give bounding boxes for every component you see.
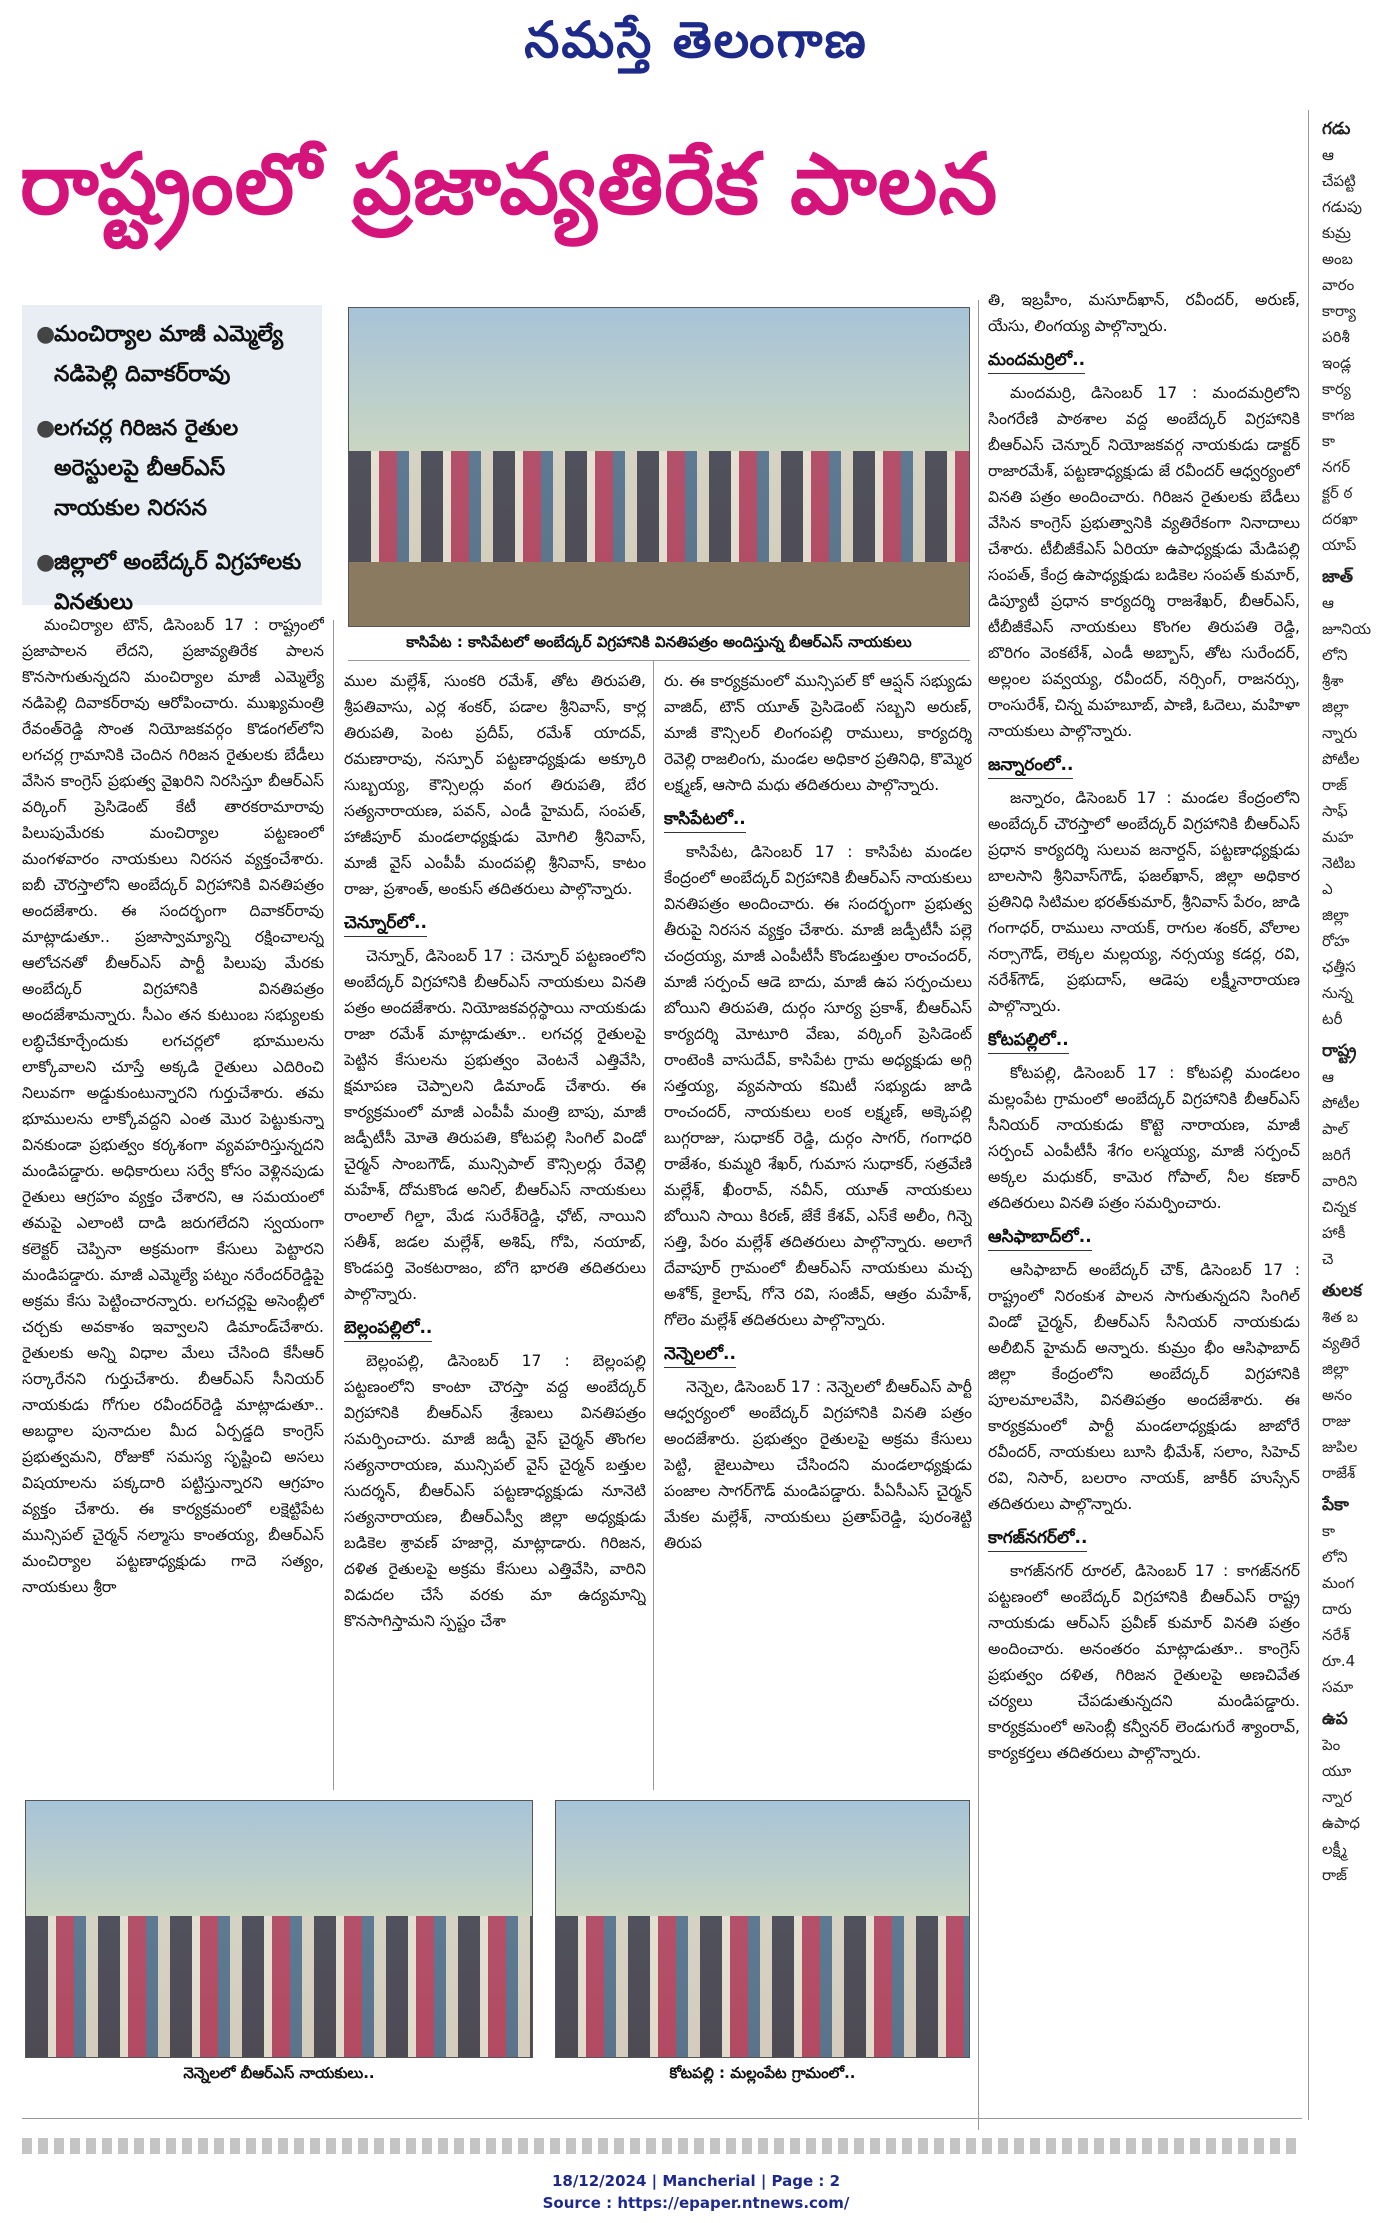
- strip-fragment: ఆ: [1322, 146, 1334, 164]
- bottom-left-caption: నెన్నెలలో బీఆర్‌ఎస్ నాయకులు..: [183, 2064, 375, 2082]
- section-subheading: చెన్నూర్‌లో..: [344, 910, 427, 937]
- strip-fragment: నగర్: [1322, 458, 1351, 476]
- article-paragraph: బెల్లంపల్లి, డిసెంబర్ 17 : బెల్లంపల్లి పట్టణంలోని కాంటా చౌరస్తా వద్ద అంబేద్కర్ విగ్రహానికి బీఆర్‌ఎస్ శ్రేణులు వినతిపత్రం సమర్పించారు. మాజీ జడ్పీ వైస్ చైర్మన్ తొంగల సత్యనారాయణ, మున్సిపల్ వైస్ చైర్మన్ బత్తుల సుదర్శన్, బీఆర్‌ఎస్ పట్టణాధ్యక్షుడు నూనెటి సత్యనారాయణ, బీఆర్‌ఎస్వీ జిల్లా అధ్యక్షుడు బడికెల శ్రావణ్ హజార్లె, మాట్లాడారు. గిరిజన, దళిత రైతులపై అక్రమ కేసులు ఎత్తివేసి, వారిని విడుదల చేసే వరకు మా ఉద్యమాన్ని కొనసాగిస్తామని స్పష్టం చేశా: [344, 1352, 646, 1630]
- article-paragraph: రు. ఈ కార్యక్రమంలో మున్సిపల్ కో ఆప్షన్ సభ్యుడు వాజిద్, టౌన్ యూత్ ప్రెసిడెంట్ సబ్బని అరుణ్, మాజీ కౌన్సిలర్ లింగంపల్లి రాములు, కార్యదర్శి రెవెల్లి రాజలింగు, మండల అధికార ప్రతినిధి, కొమ్మెర లక్ష్మణ్, ఆసాది మధు తదితరులు పాల్గొన్నారు.: [664, 672, 972, 794]
- strip-fragment: రూ.4: [1322, 1652, 1356, 1670]
- strip-fragment: పోటీల: [1322, 1094, 1360, 1112]
- strip-fragment: పెం: [1322, 1736, 1341, 1754]
- article-column-1: [22, 612, 324, 1787]
- strip-fragment: రాజ్: [1322, 776, 1348, 794]
- strip-fragment: జూనియ: [1322, 620, 1372, 638]
- strip-fragment: సమా: [1322, 1678, 1354, 1696]
- strip-fragment: సాఫ్: [1322, 802, 1348, 820]
- section-subheading: బెల్లంపల్లిలో..: [344, 1315, 432, 1342]
- strip-fragment: లోని: [1322, 1548, 1348, 1566]
- strip-fragment: రాజ్: [1322, 1866, 1348, 1884]
- strip-fragment: నెటిబ: [1322, 854, 1356, 872]
- strip-fragment: నరేశ్: [1322, 1626, 1350, 1644]
- strip-fragment: రాజు: [1322, 1412, 1351, 1430]
- highlight-item: [36, 543, 312, 623]
- section-subheading: మందమర్రిలో..: [988, 347, 1085, 374]
- bottom-mid-caption: కోటపల్లి : మల్లంపేట గ్రామంలో..: [669, 2064, 856, 2082]
- strip-fragment: పరిశీ: [1322, 328, 1350, 346]
- strip-fragment: పేకా: [1322, 1495, 1349, 1515]
- strip-fragment: వ్యతిరే: [1322, 1334, 1360, 1352]
- bottom-mid-photo: [555, 1800, 970, 2058]
- strip-fragment: చేపట్టి: [1322, 172, 1356, 190]
- highlight-item: [36, 315, 312, 395]
- article-paragraph: ఆసిఫాబాద్ అంబేద్కర్ చౌక్, డిసెంబర్ 17 : రాష్ట్రంలో నిరంకుశ పాలన సాగుతున్నదని సింగిల్ విండో చైర్మన్, బీఆర్‌ఎస్ సీనియర్ నాయకుడు అలీబిన్ హైమద్ అన్నారు. కుమ్రం భీం ఆసిఫాబాద్ జిల్లా కేంద్రంలోని అంబేద్కర్ విగ్రహానికి పూలమాలవేసి, వినతిపత్రం అందజేశారు. ఈ కార్యక్రమంలో పార్టీ మండలాధ్యక్షుడు జాబోరే రవీందర్, నాయకులు బూసి భీమేశ్, సలాం, సిహెచ్ రవి, నిసార్, బలరాం నాయక్, జాకీర్ హుస్సేన్ తదితరులు పాల్గొన్నారు.: [988, 1261, 1300, 1513]
- strip-fragment: చె: [1322, 1250, 1334, 1268]
- newspaper-masthead: నమస్తే తెలంగాణ: [524, 10, 868, 69]
- strip-fragment: వారిని: [1322, 1172, 1358, 1190]
- strip-fragment: కా: [1322, 432, 1336, 450]
- article-paragraph: నెన్నెల, డిసెంబర్ 17 : నెన్నెలలో బీఆర్‌ఎస్ పార్టీ ఆధ్వర్యంలో అంబేద్కర్ విగ్రహానికి వినతి పత్రం అందజేశారు. ప్రభుత్వం రైతులపై అక్రమ కేసులు పెట్టి, జైలుపాలు చేసిందని మండలాధ్యక్షుడు పంజాల సాగర్‌గౌడ్ మండిపడ్డారు. పీఏసీఎస్ చైర్మన్ మేకల మల్లేశ్, నాయకులు ప్రతాప్‌రెడ్డి, పురంశెట్టి తిరుప: [664, 1378, 972, 1552]
- strip-fragment: ఉప: [1322, 1709, 1348, 1729]
- strip-fragment: జరిగే: [1322, 1146, 1351, 1164]
- strip-fragment: కుమ్ర: [1322, 224, 1351, 242]
- strip-fragment: యూ: [1322, 1762, 1352, 1780]
- strip-fragment: మంగ: [1322, 1574, 1355, 1592]
- strip-fragment: లక్ష్మీ: [1322, 1840, 1347, 1858]
- strip-fragment: అనం: [1322, 1386, 1353, 1404]
- strip-fragment: అంబ: [1322, 250, 1353, 268]
- bottom-left-photo: [25, 1800, 533, 2058]
- strip-fragment: ఆ: [1322, 594, 1334, 612]
- section-subheading: కోటపల్లిలో..: [988, 1027, 1069, 1054]
- bullet-icon: ●: [36, 550, 56, 575]
- article-paragraph: మందమర్రి, డిసెంబర్ 17 : మందమర్రిలోని సింగరేణి పాఠశాల వద్ద అంబేద్కర్ విగ్రహానికి బీఆర్‌ఎస్ చెన్నూర్ నియోజకవర్గ నాయకుడు డాక్టర్ రాజారమేశ్, పట్టణాధ్యక్షుడు జే రవీందర్ ఆధ్వర్యంలో వినతి పత్రం అందించారు. గిరిజన రైతులకు బేడీలు వేసిన కాంగ్రెస్ ప్రభుత్వానికి వ్యతిరేకంగా నినాదాలు చేశారు. టీబీజీకేఎస్ ఏరియా ఉపాధ్యక్షుడు మేడిపల్లి సంపత్, కేంద్ర ఉపాధ్యక్షుడు బడికెల సంపత్ కుమార్, డిప్యూటీ ప్రధాన కార్యదర్శి రాజశేఖర్, బీఆర్‌ఎస్, టీబీజీకేఎస్ నాయకులు కొంగల తిరుపతి రెడ్డి, బొరిగం వెంకటేశ్, ఎండీ అబ్బాస్, తోట సురేందర్, అల్లంల పవ్వయ్య, రవీందర్, నర్సింగ్, రాజనర్సు, రాంసురేశ్, చిన్న మహబూబ్, పాణి, ఓదెలు, మహిళా నాయకులు పాల్గొన్నారు.: [988, 384, 1300, 740]
- strip-fragment: హాకీ: [1322, 1224, 1346, 1242]
- cutoff-text-row: [22, 2138, 1302, 2154]
- article-column-2: [344, 668, 646, 1788]
- strip-fragment: రాజేశ్: [1322, 1464, 1356, 1482]
- highlights-box: [22, 305, 322, 615]
- strip-fragment: వారం: [1322, 276, 1355, 294]
- strip-fragment: రోహ: [1322, 932, 1350, 950]
- strip-fragment: జుపిల: [1322, 1438, 1358, 1456]
- highlight-text: మంచిర్యాల మాజీ ఎమ్మెల్యే నడిపెల్లి దివాకర్‌రావు: [54, 322, 284, 387]
- column-divider: [1308, 110, 1309, 2120]
- strip-fragment: గడుపు: [1322, 198, 1363, 216]
- highlight-text: లగచర్ల గిరిజన రైతుల అరెస్టులపై బీఆర్‌ఎస్ నాయకుల నిరసన: [54, 416, 239, 521]
- strip-fragment: పోటీల: [1322, 750, 1360, 768]
- article-paragraph: జన్నారం, డిసెంబర్ 17 : మండల కేంద్రంలోని అంబేద్కర్ చౌరస్తాలో అంబేద్కర్ విగ్రహానికి బీఆర్‌ఎస్ ప్రధాన కార్యదర్శి సులువ జనార్దన్, పట్టణాధ్యక్షుడు బాలసాని శ్రీనివాస్‌గౌడ్, ఫజల్‌ఖాన్, జిల్లా అధికార ప్రతినిధి సిటిమల భరత్‌కుమార్, శ్రీనివాస్ పేరం, జాడి గంగాధర్, రాములు నాయక్, రాగుల శంకర్, వోలాల నర్సాగౌడ్, లెక్కల మల్లయ్య, నర్సయ్య కడర్ల, రవి, నరేశ్‌గౌడ్, ప్రభుదాస్, ఆడెపు లక్ష్మీనారాయణ పాల్గొన్నారు.: [988, 789, 1300, 1015]
- strip-fragment: న్నార: [1322, 1788, 1352, 1806]
- strip-fragment: ఉపాధ: [1322, 1814, 1361, 1832]
- strip-fragment: శ్రీశా: [1322, 672, 1344, 690]
- article-paragraph: కోటపల్లి, డిసెంబర్ 17 : కోటపల్లి మండలం మల్లంపేట గ్రామంలో అంబేద్కర్ విగ్రహానికి బీఆర్‌ఎస్ సీనియర్ నాయకుడు కొట్టె నారాయణ, మాజీ సర్పంచ్ ఎంపీటీసీ శేగం లస్మయ్య, మాజీ సర్పంచ్ అక్కల మధుకర్, కామెర గోపాల్, నీల కణార్ తదితరులు వినతి పత్రం సమర్పించారు.: [988, 1064, 1300, 1212]
- strip-fragment: మహ: [1322, 828, 1354, 846]
- footer-date-edition: 18/12/2024 | Mancherial | Page : 2: [551, 2172, 841, 2190]
- strip-fragment: జిల్లా: [1322, 698, 1349, 716]
- photo-ground: [349, 562, 969, 626]
- strip-fragment: గడు: [1322, 119, 1351, 139]
- main-headline: రాష్ట్రంలో ప్రజావ్యతిరేక పాలన: [20, 135, 999, 233]
- strip-fragment: కార్య: [1322, 380, 1351, 398]
- strip-fragment: దరఖా: [1322, 510, 1358, 528]
- strip-fragment: టరీ: [1322, 1010, 1343, 1028]
- article-column-3: [664, 668, 972, 1788]
- bullet-icon: ●: [36, 416, 56, 441]
- strip-fragment: ఛత్తీస: [1322, 958, 1356, 976]
- photo-people: [556, 1916, 969, 2057]
- strip-fragment: కా: [1322, 1522, 1336, 1540]
- strip-fragment: జిల్లా: [1322, 906, 1349, 924]
- strip-fragment: చిన్నక: [1322, 1198, 1357, 1216]
- photo-people: [26, 1916, 532, 2057]
- article-paragraph: మంచిర్యాల టౌన్, డిసెంబర్ 17 : రాష్ట్రంలో ప్రజాపాలన లేదని, ప్రజావ్యతిరేక పాలన కొనసాగుతున్నదని మంచిర్యాల మాజీ ఎమ్మెల్యే నడిపెల్లి దివాకర్‌రావు ఆరోపించారు. ముఖ్యమంత్రి రేవంత్‌రెడ్డి సొంత నియోజకవర్గం కొడంగల్‌లోని లగచర్ల గ్రామానికి చెందిన గిరిజన రైతులకు బేడీలు వేసిన కాంగ్రెస్ ప్రభుత్వ వైఖరిని నిరసిస్తూ బీఆర్‌ఎస్ వర్కింగ్ ప్రెసిడెంట్ కేటీ తారకరామారావు పిలుపుమేరకు మంచిర్యాల పట్టణంలో మంగళవారం నాయకులు నిరసన వ్యక్తంచేశారు. ఐబీ చౌరస్తాలోని అంబేద్కర్ విగ్రహానికి వినతిపత్రం అందజేశారు. ఈ సందర్భంగా దివాకర్‌రావు మాట్లాడుతూ.. ప్రజాస్వామ్యాన్ని రక్షించాలన్న ఆలోచనతో బీఆర్‌ఎస్ పార్టీ పిలుపు మేరకు అంబేద్కర్ విగ్రహానికి వినతిపత్రం అందజేశామన్నారు. సీఎం తన కుటుంబ సభ్యులకు లబ్ధిచేకూర్చేందుకు లగచర్లలో భూములను లాక్కోవాలని చూస్తే అక్కడి రైతులు ఎదిరించి నిలువగా అడ్డుకుంటున్నారని గుర్తుచేశారు. తమ భూములను లాక్కోవద్దని ఎంత మొర పెట్టుకున్నా వినకుండా ప్రభుత్వం కర్కశంగా వ్యవహరిస్తున్నదని మండిపడ్డారు. అధికారులు సర్వే కోసం వెళ్లినపుడు రైతులు ఆగ్రహం వ్యక్తం చేశారని, ఆ సమయంలో తమపై ఎలాంటి దాడి జరుగలేదని స్వయంగా కలెక్టర్ చెప్పినా అక్రమంగా కేసులు పెట్టారని మండిపడ్డారు. మాజీ ఎమ్మెల్యే పట్నం నరేందర్‌రెడ్డిపై అక్రమ కేసు పెట్టించారన్నారు. లగచర్లపై అసెంబ్లీలో చర్చకు అవకాశం ఇవ్వాలని డిమాండ్‌చేశారు. రైతులకు అన్ని విధాల మేలు చేసింది కేసీఆర్ సర్కారేనని గుర్తుచేశారు. బీఆర్‌ఎస్ సీనియర్ నాయకుడు గోగుల రవీందర్‌రెడ్డి మాట్లాడుతూ.. అబద్ధాల పునాదుల మీద ఏర్పడ్డది కాంగ్రెస్ ప్రభుత్వమని, రోజుకో సమస్య సృష్టించి అసలు విషయాలను పక్కదారి పట్టిస్తున్నారని ఆగ్రహం వ్యక్తం చేశారు. ఈ కార్యక్రమంలో లక్షెట్టిపేట మున్సిపల్ చైర్మన్ నల్మాసు కాంతయ్య, బీఆర్‌ఎస్ మంచిర్యాల పట్టణాధ్యక్షుడు గాదె సత్యం, నాయకులు శ్రీరా: [22, 616, 324, 1596]
- adjacent-column-strip: [1322, 110, 1392, 2110]
- column-divider: [333, 620, 334, 1790]
- strip-fragment: ఎ: [1322, 880, 1333, 898]
- strip-fragment: ఇండ్ల: [1322, 354, 1352, 372]
- highlight-item: [36, 409, 312, 529]
- article-paragraph: చెన్నూర్, డిసెంబర్ 17 : చెన్నూర్ పట్టణంలోని అంబేద్కర్ విగ్రహానికి బీఆర్‌ఎస్ నాయకులు వినతి పత్రం అందజేశారు. నియోజకవర్గస్థాయి నాయకుడు రాజా రమేశ్ మాట్లాడుతూ.. లగచర్ల రైతులపై పెట్టిన కేసులను ప్రభుత్వం వెంటనే ఎత్తివేసి, క్షమాపణ చెప్పాలని డిమాండ్ చేశారు. ఈ కార్యక్రమంలో మాజీ ఎంపీపీ మంత్రి బాపు, మాజీ జడ్పీటీసీ మోతె తిరుపతి, కోటపల్లి సింగిల్ విండో చైర్మన్ సాంబగౌడ్, మున్సిపాల్ కౌన్సిలర్లు రేవెల్లి మహేశ్, దోమకొండ అనిల్, బీఆర్‌ఎస్ నాయకులు రాంలాల్ గిల్డా, మేడ సురేశ్‌రెడ్డి, ఛోట్, నాయిని సతీశ్, జడల మల్లేశ్, అశిష్, గోపి, నయాబ్, కొండపర్తి వెంకటరాజం, బోగె భారతి తదితరులు పాల్గొన్నారు.: [344, 947, 646, 1303]
- strip-fragment: పాల్: [1322, 1120, 1349, 1138]
- row-divider: [22, 2118, 1302, 2119]
- strip-fragment: తులక: [1322, 1281, 1363, 1301]
- strip-fragment: క్టర్ ఠ: [1322, 484, 1353, 502]
- highlight-text: జిల్లాలో అంబేద్కర్ విగ్రహాలకు వినతులు: [54, 550, 302, 615]
- column-divider: [653, 660, 654, 1790]
- article-paragraph: ముల మల్లేశ్, సుంకరి రమేశ్, తోట తిరుపతి, శ్రీపతివాసు, ఎర్ల శంకర్, పడాల శ్రీనివాస్, కార్ల తిరుపతి, పెంట ప్రదీప్, రమేశ్ యాదవ్, రమణారావు, నస్పూర్ పట్టణాధ్యక్షుడు అక్కూరి సుబ్బయ్య, కౌన్సిలర్లు వంగ తిరుపతి, బేర సత్యనారాయణ, పవన్, ఎండీ హైమద్, సంపత్, హాజీపూర్ మండలాధ్యక్షుడు మోగిలి శ్రీనివాస్, మాజీ వైస్ ఎంపీపీ మందపల్లి శ్రీనివాస్, కాటం రాజు, ప్రశాంత్, అంకుస్ తదితరులు పాల్గొన్నారు.: [344, 672, 646, 898]
- top-photo-caption: కాసిపేట : కాసిపేటలో అంబేద్కర్ విగ్రహానికి వినతిపత్రం అందిస్తున్న బీఆర్‌ఎస్ నాయకులు: [406, 633, 912, 651]
- strip-fragment: జిల్లా: [1322, 1360, 1349, 1378]
- section-subheading: జన్నారంలో..: [988, 752, 1073, 779]
- column-divider: [978, 300, 979, 2130]
- strip-fragment: శిత బ: [1322, 1308, 1358, 1326]
- strip-fragment: కార్యా: [1322, 302, 1356, 320]
- strip-fragment: రాష్ట్ర: [1322, 1041, 1357, 1061]
- section-subheading: కాగజ్‌నగర్‌లో..: [988, 1525, 1087, 1552]
- article-paragraph: కాసిపేట, డిసెంబర్ 17 : కాసిపేట మండల కేంద్రంలో అంబేద్కర్ విగ్రహానికి బీఆర్‌ఎస్ నాయకులు వినతిపత్రం అందించారు. ఈ సందర్భంగా ప్రభుత్వ తీరుపై నిరసన వ్యక్తం చేశారు. మాజీ జడ్పీటీసీ పల్లె చంద్రయ్య, మాజీ ఎంపీటీసీ కొండబత్తుల రాంచందర్, మాజీ సర్పంచ్ ఆడె బాదు, మాజీ ఉప సర్పంచులు బోయిని తిరుపతి, దుర్గం సూర్య ప్రకాశ్, బీఆర్‌ఎస్ కార్యదర్శి మోటూరి వేణు, వర్కింగ్ ప్రెసిడెంట్ రాంటెంకి వాసుదేవ్, కాసిపేట గ్రామ అధ్యక్షుడు అగ్గి సత్తయ్య, వ్యవసాయ కమిటీ సభ్యుడు జాడి రాంచందర్, నాయకులు లంక లక్ష్మణ్, అక్కెపల్లి బుగ్గరాజు, సుధాకర్ రెడ్డి, దుర్గం సాగర్, గంగాధరి రాజేశం, కుమ్మరి శేఖర్, గుమాస సుధాకర్, సత్రవేణి మల్లేశ్, ఖీంరావ్, నవీన్, యూత్ నాయకులు బోయిని సాయి కిరణ్, జేకే కేశవ్, ఎస్‌కే అలీం, గిన్నె సత్తి, పేరం మల్లేశ్ తదితరులు పాల్గొన్నారు. అలాగే దేవాపూర్ గ్రామంలో బీఆర్‌ఎస్ నాయకులు మచ్చ అశోక్, కైలాష్, గోనె రవి, సంజీవ్, ఆత్రం మహేశ్, గోలెం మల్లేశ్ తదితరులు పాల్గొన్నారు.: [664, 843, 972, 1329]
- section-subheading: ఆసిఫాబాద్‌లో..: [988, 1224, 1092, 1251]
- top-news-photo: [348, 307, 970, 627]
- article-column-4: [988, 287, 1300, 2107]
- section-subheading: నెన్నెలలో..: [664, 1341, 736, 1368]
- strip-fragment: కాగజ: [1322, 406, 1355, 424]
- strip-fragment: లోని: [1322, 646, 1348, 664]
- footer-source: Source : https://epaper.ntnews.com/: [542, 2194, 850, 2212]
- strip-fragment: ఆ: [1322, 1068, 1334, 1086]
- strip-fragment: యాప్: [1322, 536, 1357, 554]
- section-subheading: కాసిపేటలో..: [664, 806, 746, 833]
- article-paragraph: కాగజ్‌నగర్ రూరల్, డిసెంబర్ 17 : కాగజ్‌నగర్ పట్టణంలో అంబేద్కర్ విగ్రహానికి బీఆర్‌ఎస్ రాష్ట్ర నాయకుడు ఆర్‌ఎస్ ప్రవీణ్ కుమార్ వినతి పత్రం అందించారు. అనంతరం మాట్లాడుతూ.. కాంగ్రెస్ ప్రభుత్వం దళిత, గిరిజన రైతులపై అణచివేత చర్యలు చేపడుతున్నదని మండిపడ్డారు. కార్యక్రమంలో అసెంబ్లీ కన్వీనర్ లెండుగురే శ్యాంరావ్, కార్యకర్తలు తదితరులు పాల్గొన్నారు.: [988, 1562, 1300, 1762]
- strip-fragment: దారు: [1322, 1600, 1352, 1618]
- article-paragraph: తి, ఇబ్రహీం, మసూద్‌ఖాన్, రవీందర్, అరుణ్, యేసు, లింగయ్య పాల్గొన్నారు.: [988, 291, 1300, 335]
- row-divider: [348, 660, 970, 661]
- page-footer: [0, 2170, 1392, 2214]
- strip-fragment: నున్న: [1322, 984, 1353, 1002]
- bullet-icon: ●: [36, 322, 56, 347]
- strip-fragment: న్నారు: [1322, 724, 1358, 742]
- strip-fragment: జాత్: [1322, 567, 1354, 587]
